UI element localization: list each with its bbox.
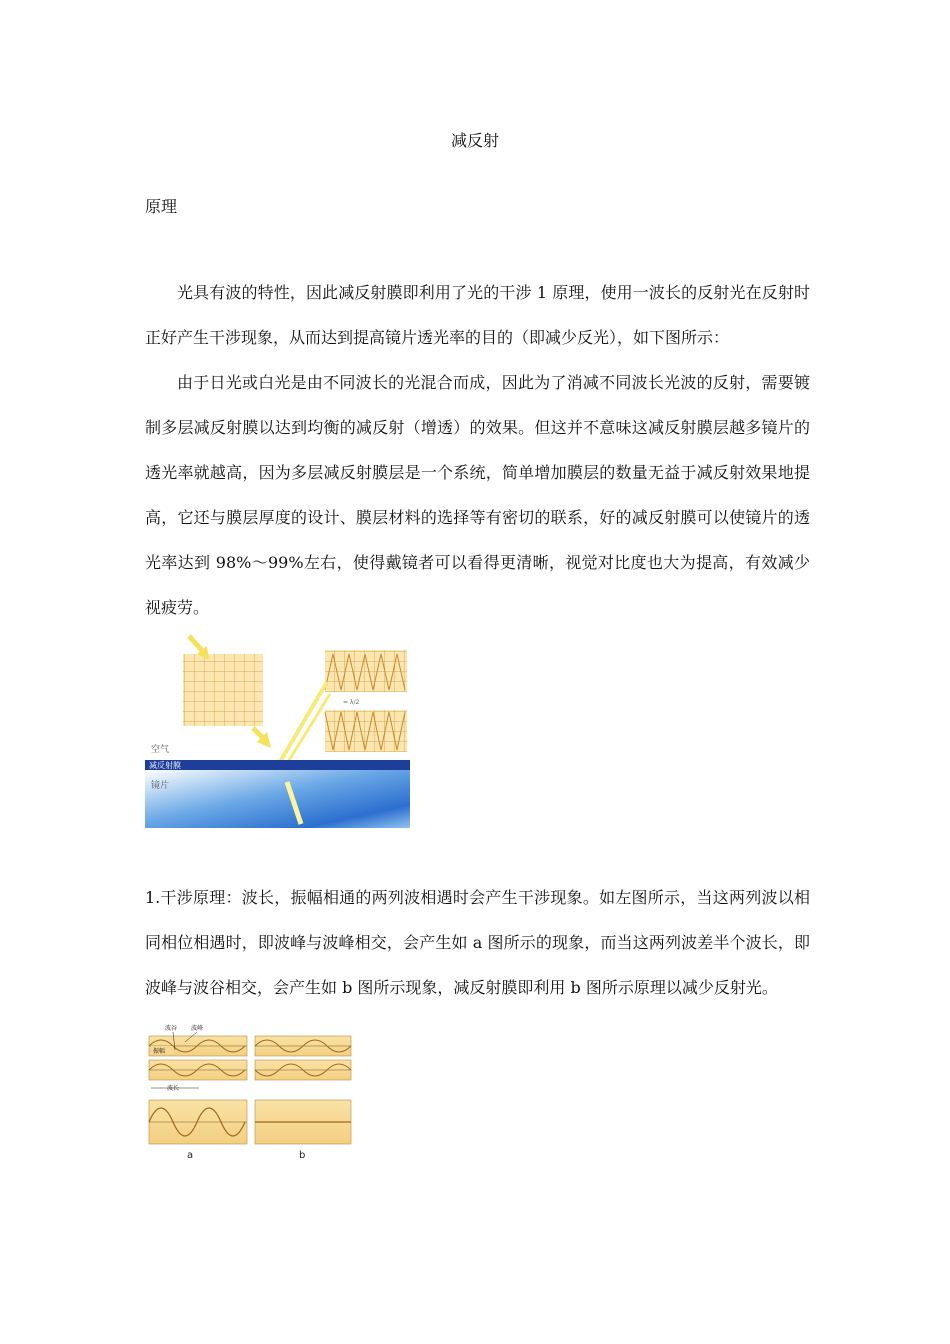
phase-label: = λ/2 xyxy=(343,699,360,706)
panel-a-label: a xyxy=(187,1150,194,1161)
paragraph-1: 光具有波的特性，因此减反射膜即利用了光的干涉 1 原理，使用一波长的反射光在反射时正好产生干涉现象，从而达到提高镜片透光率的目的（即减少反光），如下图所示： xyxy=(145,283,810,347)
paragraph-2: 由于日光或白光是由不同波长的光混合而成，因此为了消减不同波长光波的反射，需要镀制多层减反射膜以达到均衡的减反射（增透）的效果。但这并不意味这减反射膜层越多镜片的透光率就越高，因为多层减反射膜层是一个系统，简单增加膜层的数量无益于减反射效果地提高，它还与膜层厚度的设计、膜层材料的选择等有密切的联系，好的减反射膜可以使镜片的透光率达到 98%～99%左右，使得戴镜者可以看得更清晰，视觉对比度也大为提高，有效减少视疲劳。 xyxy=(145,373,810,617)
interference-figure xyxy=(145,1022,360,1164)
page-title: 减反射 xyxy=(450,131,499,150)
panel-b xyxy=(255,1036,351,1144)
air-label: 空气 xyxy=(151,745,170,755)
lens-label: 镜片 xyxy=(151,781,170,791)
panel-b-label: b xyxy=(299,1150,306,1161)
lens-layer xyxy=(145,770,410,828)
film-label: 减反射膜 xyxy=(149,761,181,770)
wavelength-label: 波长 xyxy=(167,1085,180,1092)
anti-reflection-film-layer xyxy=(145,760,410,770)
amplitude-label: 振幅 xyxy=(153,1048,166,1055)
peak-label: 波峰 xyxy=(191,1025,204,1032)
incident-wave-grid xyxy=(183,654,263,726)
paragraph-3: 1.干涉原理：波长，振幅相通的两列波相遇时会产生干涉现象。如左图所示，当这两列波以相同相位相遇时，即波峰与波峰相交，会产生如 a 图所示的现象，而当这两列波差半个波长，即波峰与波谷相交，会产生如 b 图所示现象，减反射膜即利用 b 图所示原理以减少反射光。 xyxy=(145,888,810,997)
anti-reflection-figure xyxy=(145,632,410,828)
section-heading: 原理 xyxy=(145,197,178,216)
trough-label: 波谷 xyxy=(165,1025,178,1032)
